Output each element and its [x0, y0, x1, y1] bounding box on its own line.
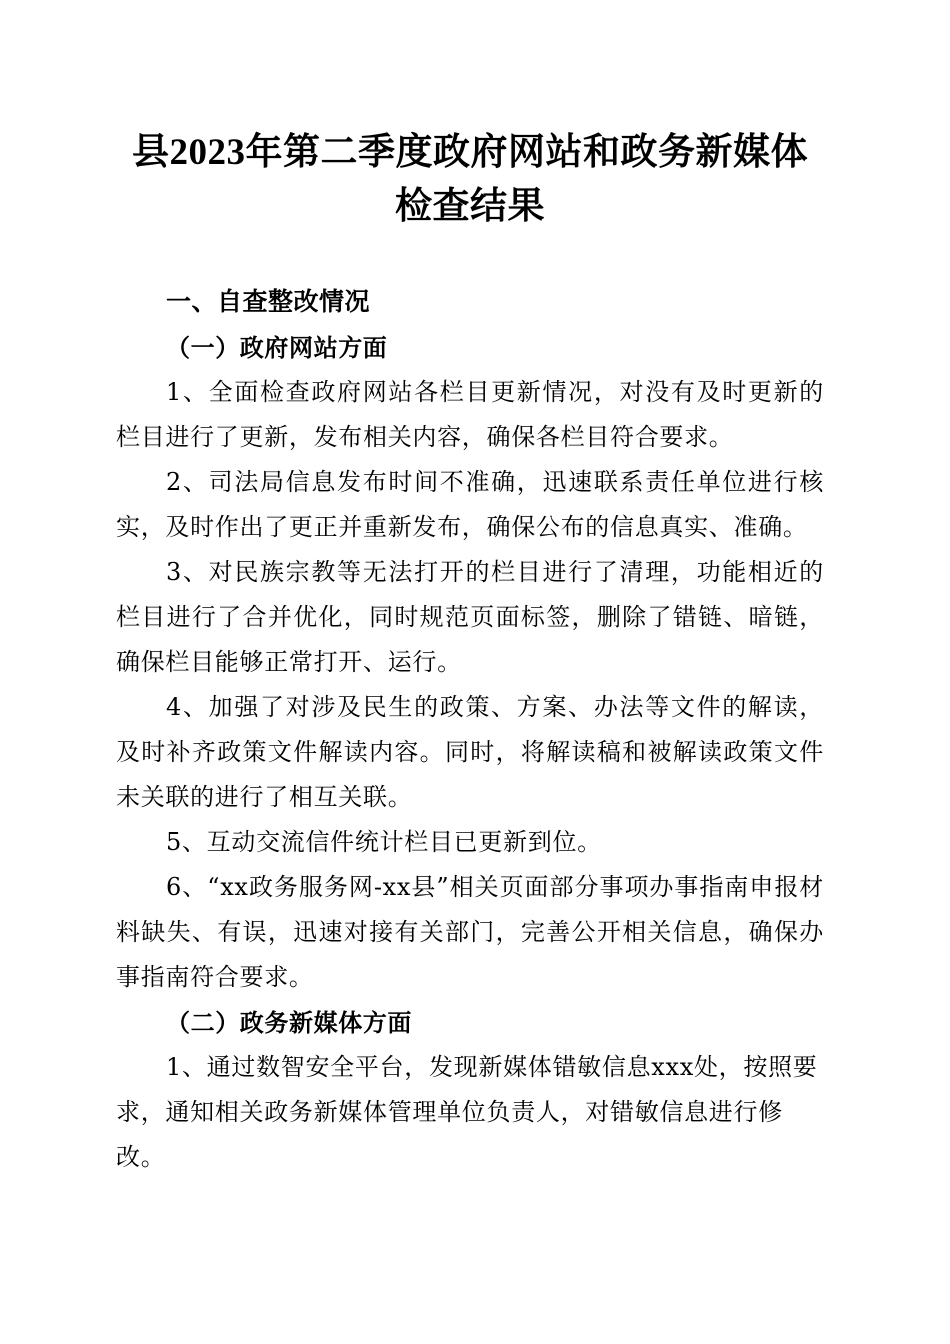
paragraph-item-4: 4、加强了对涉及民生的政策、方案、办法等文件的解读，及时补齐政策文件解读内容。同时，将解读稿和被解读政策文件未关联的进行了相互关联。: [116, 693, 824, 811]
paragraph-item-5: 5、互动交流信件统计栏目已更新到位。: [166, 828, 602, 856]
subsection-heading-2: （二）政务新媒体方面: [166, 1008, 412, 1037]
paragraph-item-7: 1、通过数智安全平台，发现新媒体错敏信息xxx处，按照要求，通知相关政务新媒体管理单位负责人，对错敏信息进行修改。: [116, 1053, 818, 1171]
paragraph-item-6: 6、“xx政务服务网-xx县”相关页面部分事项办事指南申报材料缺失、有误，迅速对接有关部门，完善公开相关信息，确保办事指南符合要求。: [116, 873, 824, 991]
paragraph-item-1: 1、全面检查政府网站各栏目更新情况，对没有及时更新的栏目进行了更新，发布相关内容，确保各栏目符合要求。: [116, 378, 824, 451]
paragraph-item-2: 2、司法局信息发布时间不准确，迅速联系责任单位进行核实，及时作出了更正并重新发布，确保公布的信息真实、准确。: [116, 468, 824, 541]
page-title: 县2023年第二季度政府网站和政务新媒体检查结果: [132, 132, 808, 227]
paragraph-item-3: 3、对民族宗教等无法打开的栏目进行了清理，功能相近的栏目进行了合并优化，同时规范页面标签，删除了错链、暗链，确保栏目能够正常打开、运行。: [116, 558, 824, 676]
subsection-heading-1: （一）政府网站方面: [166, 333, 388, 362]
document-content: [116, 0, 824, 1180]
section-heading-1: 一、自查整改情况: [166, 288, 371, 316]
